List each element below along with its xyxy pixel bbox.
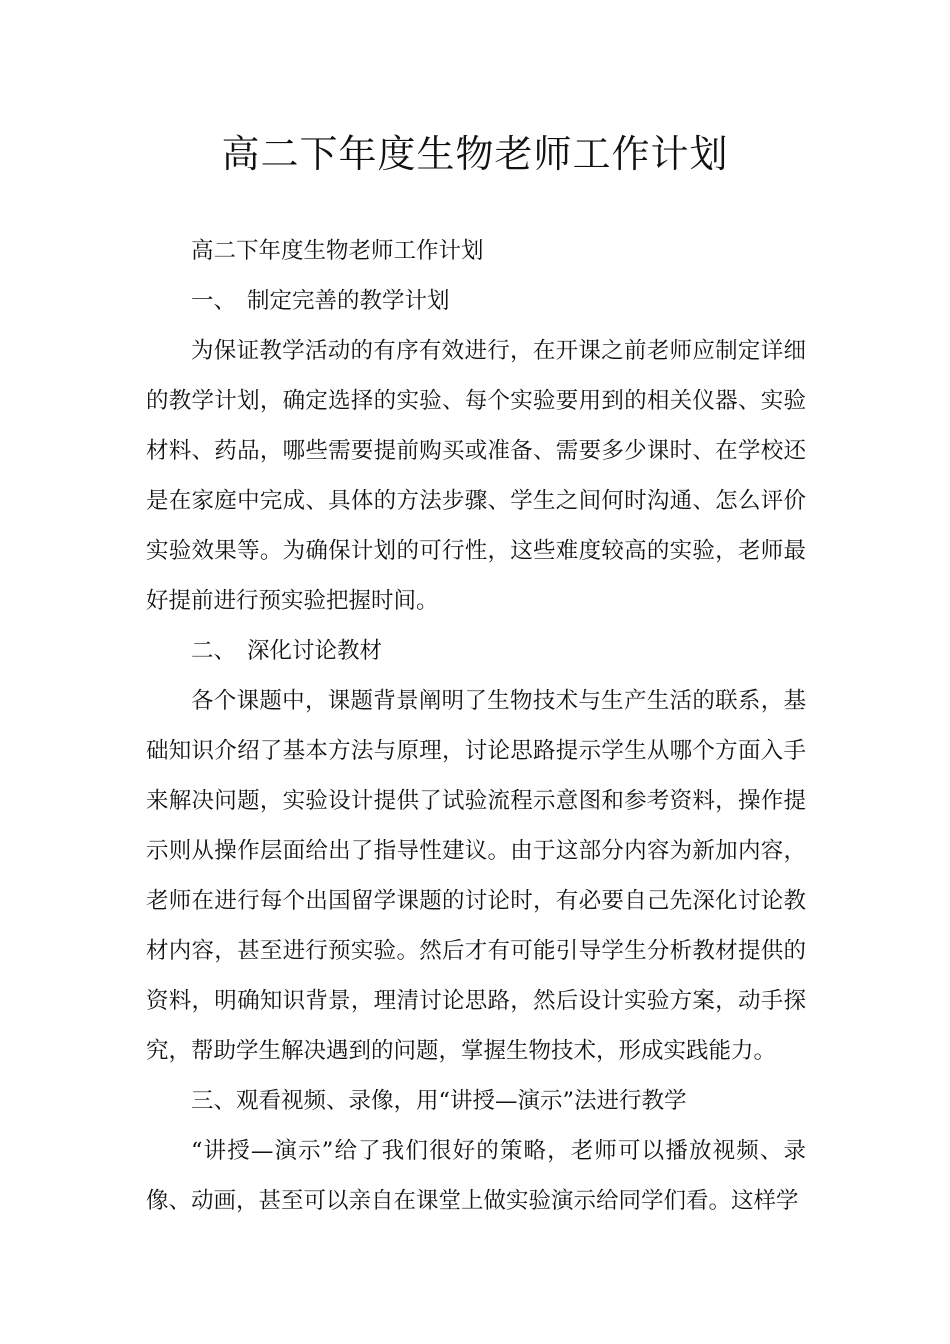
section-2-number: 二、 xyxy=(191,638,237,664)
section-1-heading xyxy=(146,276,806,326)
section-3-number: 三、 xyxy=(191,1088,237,1114)
section-1-title: 制定完善的教学计划 xyxy=(247,288,450,314)
section-3-title: 观看视频、录像，用“讲授—演示”法进行教学 xyxy=(236,1088,687,1114)
section-1-number: 一、 xyxy=(191,288,237,314)
section-3-heading xyxy=(146,1076,806,1126)
section-2-heading xyxy=(146,626,806,676)
section-1-paragraph: 为保证教学活动的有序有效进行，在开课之前老师应制定详细的教学计划，确定选择的实验、每个实验要用到的相关仪器、实验材料、药品，哪些需要提前购买或准备、需要多少课时、在学校还是在家庭中完成、具体的方法步骤、学生之间何时沟通、怎么评价实验效果等。为确保计划的可行性，这些难度较高的实验，老师最好提前进行预实验把握时间。 xyxy=(146,338,806,614)
section-2-paragraph: 各个课题中，课题背景阐明了生物技术与生产生活的联系，基础知识介绍了基本方法与原理，讨论思路提示学生从哪个方面入手来解决问题，实验设计提供了试验流程示意图和参考资料，操作提示则从操作层面给出了指导性建议。由于这部分内容为新加内容，老师在进行每个出国留学课题的讨论时，有必要自己先深化讨论教材内容，甚至进行预实验。然后才有可能引导学生分析教材提供的资料，明确知识背景，理清讨论思路，然后设计实验方案，动手探究，帮助学生解决遇到的问题，掌握生物技术，形成实践能力。 xyxy=(146,688,806,1064)
document-subtitle: 高二下年度生物老师工作计划 xyxy=(191,238,484,264)
document-title: 高二下年度生物老师工作计划 xyxy=(221,132,729,176)
section-2-title: 深化讨论教材 xyxy=(247,638,383,664)
document-body xyxy=(146,226,806,1226)
section-3-paragraph: “讲授—演示”给了我们很好的策略，老师可以播放视频、录像、动画，甚至可以亲自在课堂上做实验演示给同学们看。这样学 xyxy=(146,1138,806,1214)
